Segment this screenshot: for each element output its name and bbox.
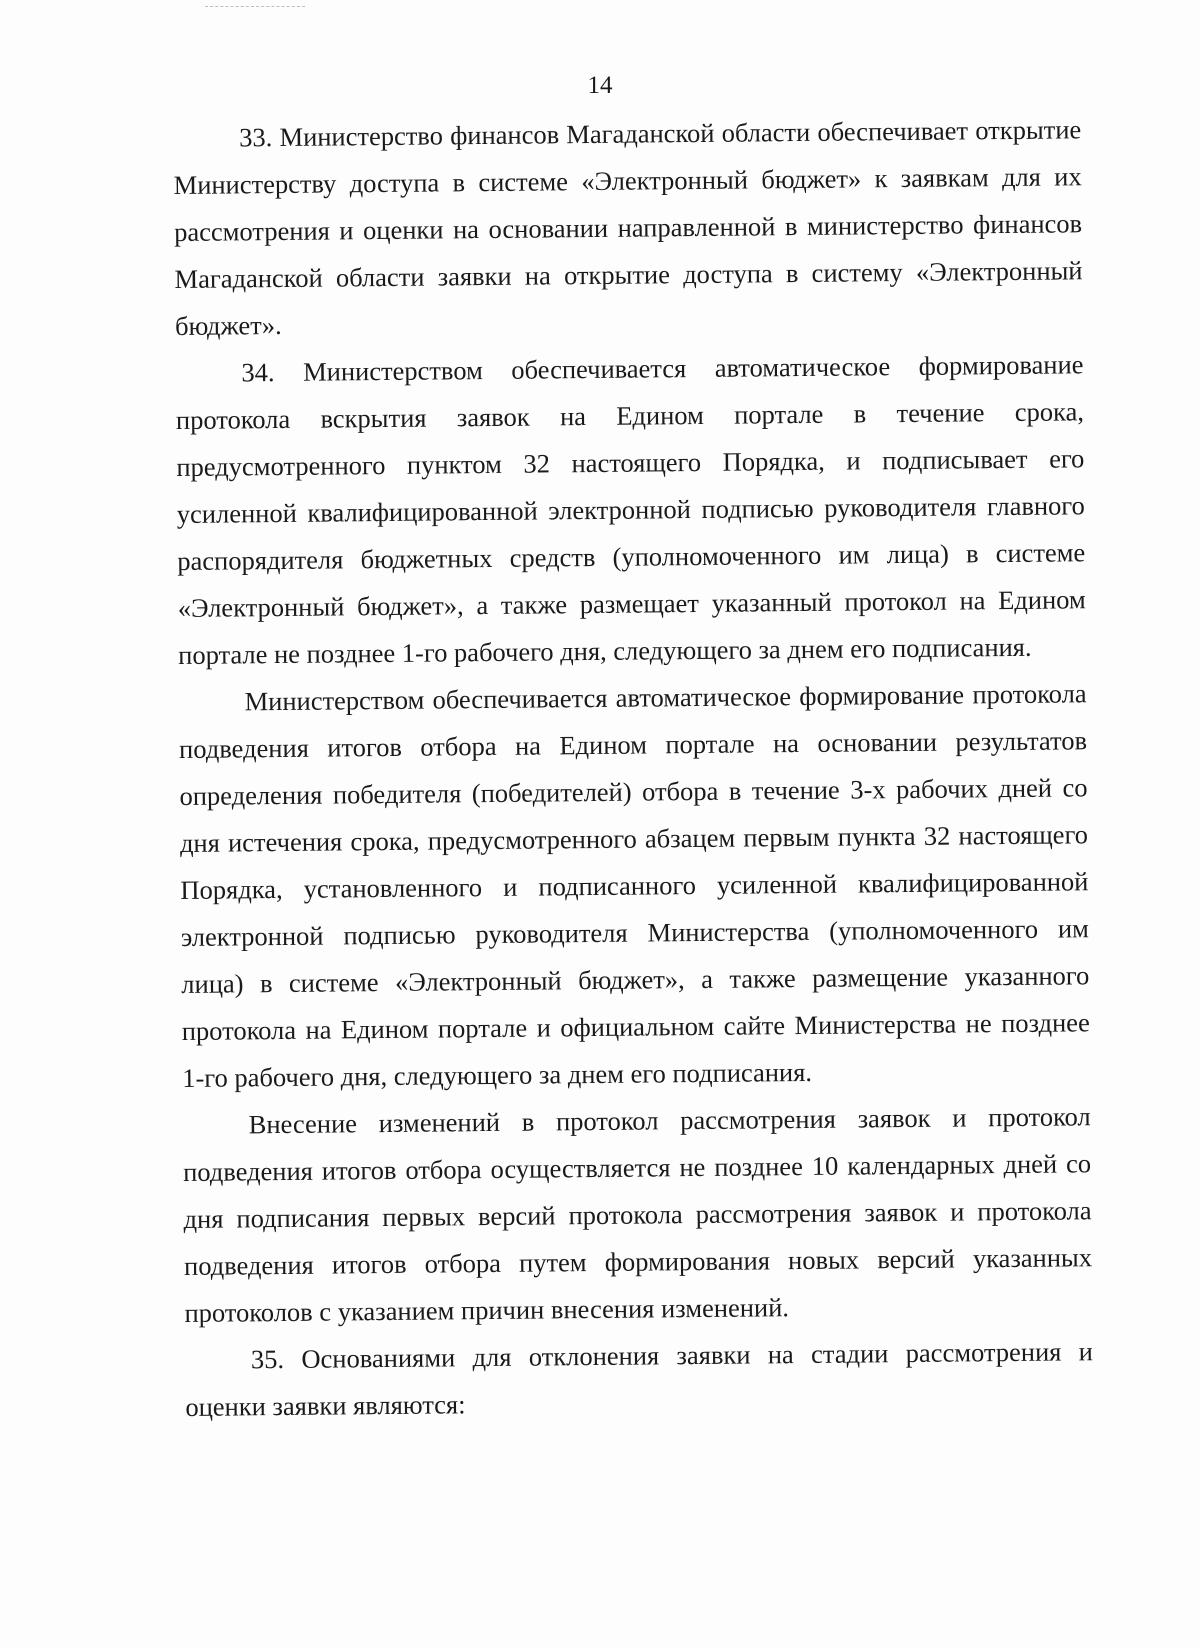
- paragraph-34: 34. Министерством обеспечивается автоматическое формирование протокола вскрытия заявок на Едином портале в течение срока, предусмотренного пунктом 32 настоящего Порядка, и подписывает его усиленной квалифицированной электронной подписью руководителя главного распорядителя бюджетных средств (уполномоченного им лица) в системе «Электронный бюджет», а также размещает указанный протокол на Едином портале не позднее 1-го рабочего дня, следующего за днем его подписания.: [175, 349, 1086, 670]
- paragraph-34-third: Внесение изменений в протокол рассмотрения заявок и протокол подведения итогов отбора осуществляется не позднее 10 календарных дней со дня подписания первых версий протокола рассмотрения заявок и протокола подведения итогов отбора путем формирования новых версий указанных протоколов с указанием причин внесения изменений.: [183, 1101, 1093, 1328]
- document-body: [173, 106, 1094, 1431]
- page-number: 14: [587, 72, 613, 99]
- paragraph-34-second: Министерством обеспечивается автоматическое формирование протокола подведения итогов отбора на Едином портале на основании результатов определения победителя (победителей) отбора в течение 3-х рабочих дней со дня истечения срока, предусмотренного абзацем первым пункта 32 настоящего Порядка, установленного и подписанного усиленной квалифицированной электронной подписью руководителя Министерства (уполномоченного им лица) в системе «Электронный бюджет», а также размещение указанного протокола на Едином портале и официальном сайте Министерства не позднее 1-го рабочего дня, следующего за днем его подписания.: [178, 678, 1090, 1093]
- paragraph-33: 33. Министерство финансов Магаданской области обеспечивает открытие Министерству доступа в системе «Электронный бюджет» к заявкам для их рассмотрения и оценки на основании направленной в министерство финансов Магаданской области заявки на открытие доступа в систему «Электронный бюджет».: [173, 114, 1083, 341]
- scan-artifact: [205, 6, 305, 10]
- paragraph-35: 35. Основаниями для отклонения заявки на стадии рассмотрения и оценки заявки являются:: [185, 1336, 1094, 1422]
